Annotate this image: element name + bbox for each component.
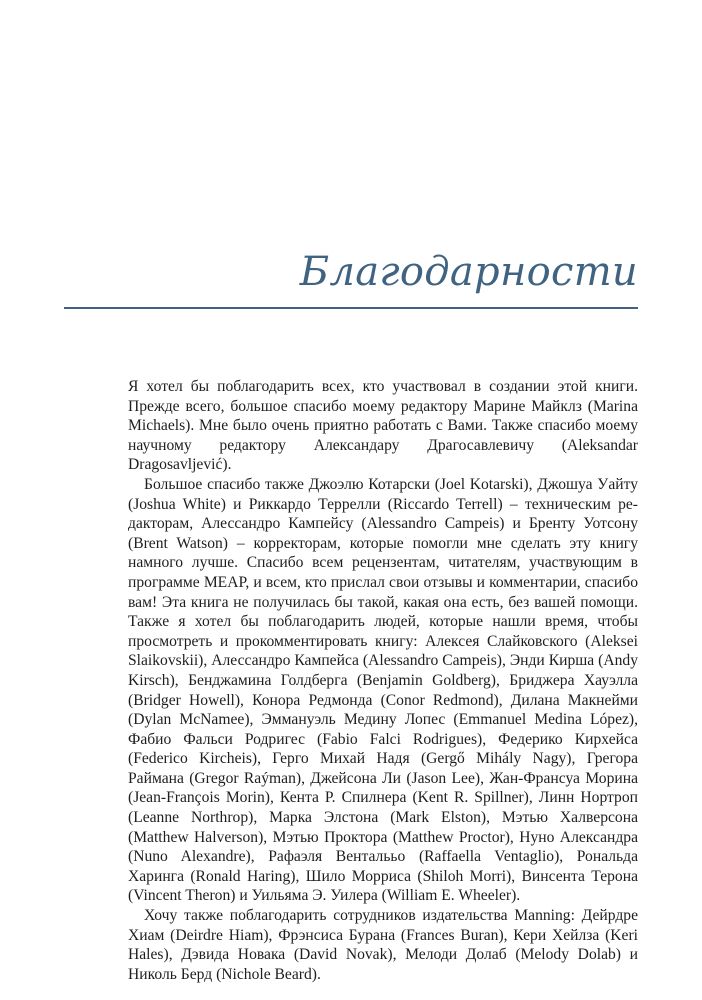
body-text [128, 377, 638, 984]
paragraph-reviewers: Большое спасибо также Джоэлю Котарски (Joel Kotarski), Джошуа Уайту (Joshua White) и Риккардо Террелли (Riccardo Terrell) – техническим редакторам, Алессандро Кампейсу (Alessandro Campeis) и Бренту Уотсону (Brent Watson) – корректорам, которые помогли мне сделать эту книгу намного лучше. Спасибо всем рецензентам, читателям, участвующим в программе MEAP, и всем, кто прислал свои отзывы и комментарии, спасибо вам! Эта книга не получилась бы такой, какая она есть, без вашей помощи. Также я хотел бы поблагодарить людей, которые нашли время, чтобы просмотреть и прокомментировать книгу: Алексея Слайковского (Aleksei Slaikovskii), Алессандро Кампейса (Alessandro Campeis), Энди Кирша (Andy Kirsch), Бенджамина Голдберга (Benjamin Goldberg), Бриджера Хауэлла (Bridger Howell), Конора Редмонда (Conor Redmond), Дилана Макнейми (Dylan McNamee), Эммануэль Медину Лопес (Emmanuel Medina López), Фабио Фальси Родригес (Fabio Falci Rodrigues), Федерико Кирхейса (Federico Kircheis), Герго Михай Надя (Gergő Mihály Nagy), Грегора Раймана (Gregor Raýman), Джейсона Ли (Jason Lee), Жан-Франсуа Морина (Jean-François Morin), Кента Р. Спилнера (Kent R. Spillner), Линн Нортроп (Leanne Northrop), Марка Элстона (Mark Elston), Мэтью Халверсона (Matthew Halverson), Мэтью Проктора (Matthew Proctor), Нуно Александра (Nuno Alexandre), Рафаэля Венталььо (Raffaella Ventaglio), Рональда Харинга (Ronald Haring), Шило Морриса (Shiloh Morri), Винсента Терона (Vincent Theron) и Уильяма Э. Уилера (William E. Wheeler). [128, 475, 638, 905]
title-divider [64, 307, 638, 309]
chapter-title: Благодарности [299, 249, 638, 295]
paragraph-manning-staff: Хочу также поблагодарить сотрудников издательства Manning: Дейрдре Хиам (Deirdre Hiam), Фрэнсиса Бурана (Frances Buran), Кери Хейлза (Keri Hales), Дэвида Новака (David Novak), Мелоди Долаб (Melody Dolab) и Николь Берд (Nichole Beard). [128, 907, 638, 983]
paragraph-intro: Я хотел бы поблагодарить всех, кто участвовал в создании этой книги. Прежде всего, большое спасибо моему редактору Марине Майклз (Marina Michaels). Мне было очень приятно работать с Вами. Также спасибо моему научному редактору Александару Драгосавлевичу (Aleksandar Dragosavljević). [128, 378, 638, 474]
